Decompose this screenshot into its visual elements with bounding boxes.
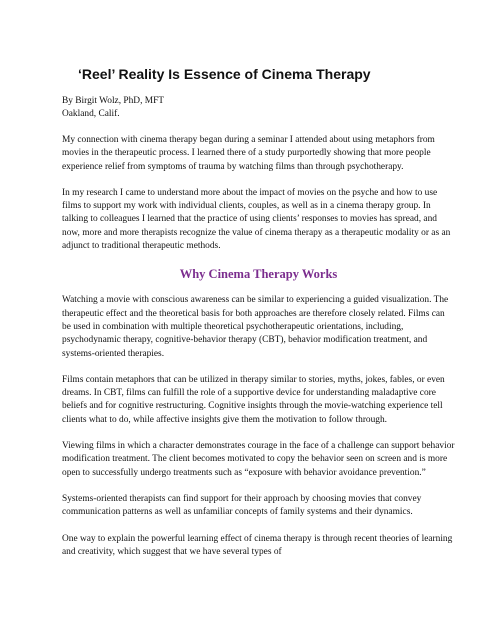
location-line: Oakland, Calif. — [62, 109, 120, 119]
byline — [62, 95, 455, 121]
body-paragraph: Viewing films in which a character demonstrates courage in the face of a challenge can support behavior modification treatment. The client becomes motivated to copy the behavior seen on screen and is more open to successfully undergo treatments such as “exposure with behavior avoidance prevention.” — [62, 441, 455, 478]
intro-paragraph: In my research I came to understand more about the impact of movies on the psyche and how to use films to support my work with individual clients, couples, as well as in a cinema therapy group. In talking to colleagues I learned that the practice of using clients’ responses to movies has spread, and now, more and more therapists recognize the value of cinema therapy as a therapeutic modality or as an adjunct to traditional therapeutic methods. — [62, 187, 451, 252]
intro-paragraph: My connection with cinema therapy began during a seminar I attended about using metaphors from movies in the therapeutic process. I learned there of a study purportedly showing that more people experience relief from symptoms of trauma by watching films than through psychotherapy. — [62, 135, 435, 172]
body-paragraph: Watching a movie with conscious awareness can be similar to experiencing a guided visualization. The therapeutic effect and the theoretical basis for both approaches are therefore closely related. Films can be used in combination with multiple theoretical psychotherapeutic orientations, including, psychodynamic therapy, cognitive-behavior therapy (CBT), behavior modification treatment, and systems-oriented therapies. — [62, 295, 449, 359]
body-paragraph: Films contain metaphors that can be utilized in therapy similar to stories, myths, jokes, fables, or even dreams. In CBT, films can fulfill the role of a supportive device for understanding maladaptive core beliefs and for cognitive restructuring. Cognitive insights through the movie-watching experience tell clients what to do, while affective insights give them the motivation to follow through. — [62, 374, 445, 425]
section-heading: Why Cinema Therapy Works — [179, 267, 338, 282]
article-title: ‘Reel’ Reality Is Essence of Cinema Therapy — [78, 66, 371, 82]
author-line: By Birgit Wolz, PhD, MFT — [62, 96, 165, 106]
body-paragraph: One way to explain the powerful learning effect of cinema therapy is through recent theories of learning and creativity, which suggest that we have several types of — [62, 533, 453, 557]
body-paragraph: Systems-oriented therapists can find support for their approach by choosing movies that convey communication patterns as well as unfamiliar concepts of family systems and their dynamics. — [62, 493, 422, 518]
